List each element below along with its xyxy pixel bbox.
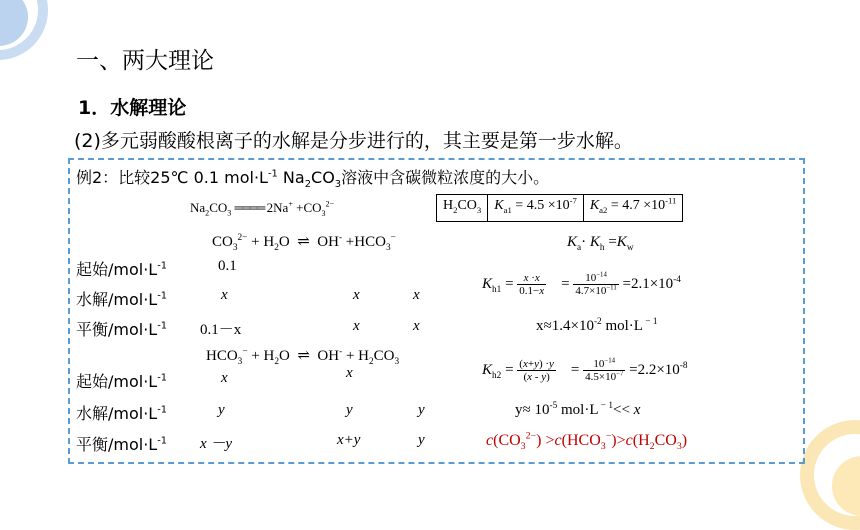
key-point-text: (2)多元弱酸酸根离子的水解是分步进行的，其主要是第一步水解。	[74, 130, 633, 152]
step1-equilibrium-c: x	[413, 318, 420, 334]
step2-equilibrium-b: x+y	[337, 432, 361, 448]
step2-hydrolysis-a: y	[218, 402, 225, 418]
kh1-value-fraction: $\frac{10^{-14}}{4.7\times 10^{-11}}$	[575, 271, 617, 297]
subsection-number: 1．	[78, 97, 111, 119]
step2-start-b: x	[346, 365, 353, 381]
row-label-hydrolysis-1: 水解$/mol\cdot L^{-1}$	[76, 290, 168, 309]
example-label: 例2：比较25℃ 0.1 mol·L	[76, 168, 268, 187]
ka2-cell: $K_{a2} = 4.7 \times 10^{-11}$	[589, 195, 677, 215]
example-question: 例2：比较25℃ 0.1 $mol\cdot L^{-1}$ $Na_2CO_3$溶液中含碳微粒浓度的大小。	[76, 168, 550, 191]
constants-table	[436, 194, 683, 222]
kh2-value-fraction: $\frac{10^{-14}}{4.5\times 10^{-7}}$	[585, 357, 624, 383]
step2-equilibrium-a: x －y	[200, 436, 233, 452]
row-label-equilibrium-1: 平衡$/mol\cdot L^{-1}$	[76, 320, 168, 339]
ionization-equation: $Na_2CO_3$ ════ $2Na^+ +CO_3^{2-}$	[190, 199, 335, 218]
step1-start-value: 0.1	[218, 258, 237, 274]
hydrolysis-equation-2: $HCO_3^- + H_2O$ ⇌ $OH^- + H_2CO_3$	[206, 347, 400, 367]
step1-equilibrium-b: x	[353, 318, 360, 334]
kh1-result: =2.1×10	[622, 275, 674, 292]
row-label-start-1: 起始$/mol\cdot L^{-1}$	[76, 260, 168, 279]
section-title: 一、两大理论	[76, 48, 214, 74]
kh2-fraction: $\frac{(x+y) \cdot y}{(x - y)}$	[519, 358, 554, 383]
step2-hydrolysis-c: y	[418, 402, 425, 418]
subsection-heading	[78, 93, 186, 120]
kh2-result: =2.2×10	[629, 361, 680, 378]
step1-hydrolysis-b: x	[353, 287, 360, 303]
row-label-start-2: 起始$/mol\cdot L^{-1}$	[76, 372, 168, 391]
x-value: $x\approx 1.4\times 10^{-2}$ mol·L $^{- 1}$	[536, 317, 658, 334]
y-value: $y\approx 10^{-5}$ mol·L $^{- 1}$<< x	[515, 401, 641, 418]
step1-equilibrium-a: 0.1－x	[200, 322, 242, 338]
concentration-order: $c(CO_3^{2-}) >c(HCO_3^-)>c(H_2CO_3)$	[486, 430, 688, 453]
kh1-fraction: $\frac{x \cdot x}{0.1-x}$	[519, 272, 545, 297]
step2-start-a: x	[221, 370, 228, 386]
example-tail: 溶液中含碳微粒浓度的大小。	[341, 168, 550, 187]
kh2-expression: $K_{h2}$ = $\frac{(x+y) \cdot y}{(x - y)}$ = $\frac{10^{-14}}{4.5\times 10^{-7}}$ $=2.2\times 10^{-8}$	[482, 357, 688, 383]
step2-equilibrium-c: y	[418, 432, 425, 448]
step1-hydrolysis-a: x	[221, 287, 228, 303]
row-label-hydrolysis-2: 水解$/mol\cdot L^{-1}$	[76, 404, 168, 423]
subsection-text: 水解理论	[110, 97, 187, 119]
ka-kh-relation: $K_a\cdot K_h =K_w$	[567, 234, 634, 253]
h2co3-cell: $H_2CO_3$	[437, 195, 488, 221]
step2-hydrolysis-b: y	[346, 402, 353, 418]
ka1-cell: $K_{a1} = 4.5 \times 10^{-7}$	[488, 195, 584, 221]
kh1-expression: $K_{h1}$ = $\frac{x \cdot x}{0.1-x}$ = $\frac{10^{-14}}{4.7\times 10^{-11}}$ $=2.1\times 10^{-4}$	[482, 271, 681, 297]
row-label-equilibrium-2: 平衡$/mol\cdot L^{-1}$	[76, 435, 168, 454]
step1-hydrolysis-c: x	[413, 287, 420, 303]
hydrolysis-equation-1: $CO_3^{2-} + H_2O$ ⇌ $OH^- +HCO_3^-$	[212, 233, 396, 253]
